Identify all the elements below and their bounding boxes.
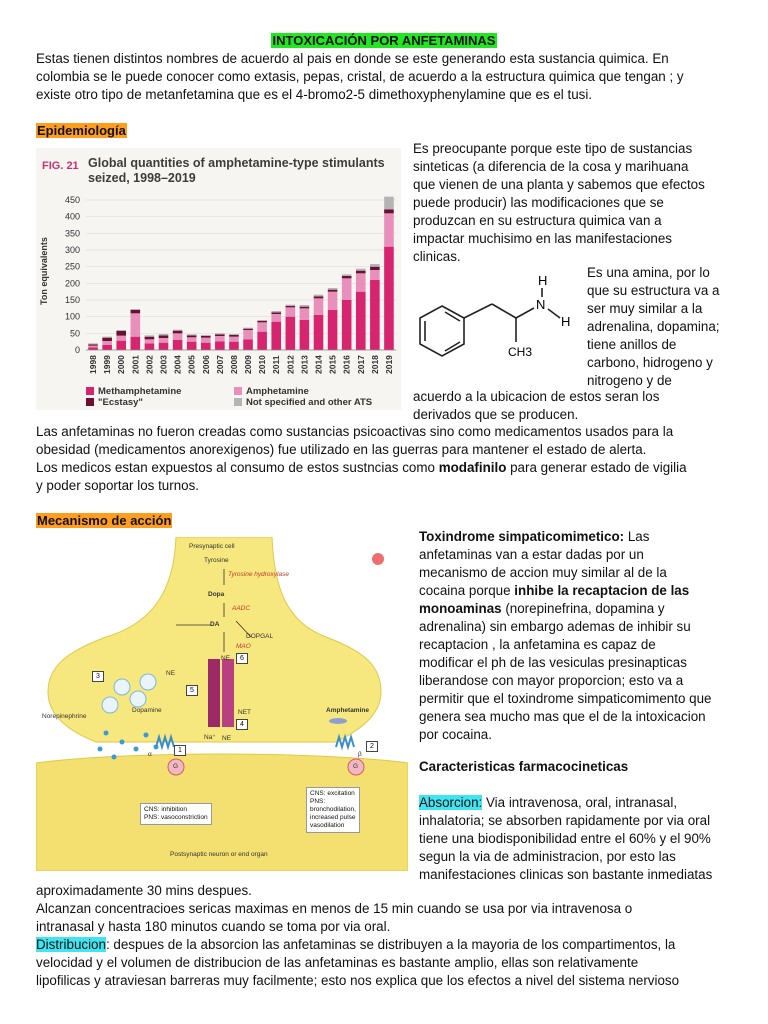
bar-segment — [201, 336, 211, 338]
y-tick-label: 450 — [64, 195, 80, 205]
beta-receptor — [336, 737, 354, 747]
legend-swatch — [86, 398, 94, 406]
bar-segment — [173, 331, 183, 334]
y-tick-label: 300 — [64, 245, 80, 255]
amphetamine-molecule — [329, 718, 347, 724]
hydrogen-label-top: H — [538, 273, 548, 288]
nitrogen-label: N — [536, 297, 546, 312]
bar-segment — [187, 342, 197, 350]
bar-segment — [370, 270, 380, 280]
bar-segment — [286, 307, 296, 316]
beta-label: β — [358, 751, 362, 758]
bar-segment — [257, 321, 267, 322]
bar-segment — [243, 339, 253, 350]
bar-segment — [271, 322, 281, 350]
bar-segment — [187, 335, 197, 337]
step-1-box: 1 — [174, 745, 186, 756]
y-tick-label: 100 — [64, 311, 80, 322]
bar-segment — [314, 296, 324, 298]
x-tick-label: 2012 — [285, 355, 296, 374]
net-label: NET — [238, 709, 251, 716]
epidemiologia-heading: Epidemiología — [37, 123, 126, 138]
legend-swatch — [234, 398, 242, 406]
ne-label: NE — [221, 655, 231, 662]
bar-segment — [356, 269, 366, 271]
vesicle — [140, 674, 156, 690]
x-tick-label: 2009 — [243, 355, 254, 374]
step-4-box: 4 — [236, 719, 248, 730]
absorcion-paragraph: Absorcion: Via intravenosa, oral, intranasal, inhalatoria; se absorben rapidamente por via oral tiene una biodisponibilidad entre el 60% y el 90% segun la via de administracion, por esto las manifestaciones clinicas son bastante inmediatas — [419, 795, 713, 882]
benzene-ring — [420, 306, 464, 356]
mecanismo-heading: Mecanismo de acción — [37, 513, 172, 528]
aadc-label: AADC — [232, 605, 251, 612]
y-tick-label: 250 — [64, 261, 80, 272]
bar-segment — [145, 337, 155, 340]
usos-paragraph: Las anfetaminas no fueron creadas como sustancias psicoactivas sino como medicamentos usados para la obesidad (medicamentos anorexigenos) fue utilizado en las guerras para mantener el estado de alerta. Los medicos estan expuestos al consumo de estos sustncias como modafinilo para generar estado de vigilia y poder soportar los turnos. — [36, 424, 687, 493]
bar-segment — [370, 267, 380, 270]
intro-paragraph: Estas tienen distintos nombres de acuerdo al pais en donde se este generando esta sustancia quimica. En colombia se le puede conocer como extasis, pepas, cristal, de acuerdo a la estructura quimica que tengan ; y existe otro tipo de metanfetamina que es el 4-bromo2-5 dimethoxyphenylamine que es el tusi. — [36, 51, 684, 102]
bar-segment — [173, 340, 183, 350]
bar-segment — [271, 314, 281, 322]
legend-item-amphetamine: Amphetamine — [234, 386, 309, 397]
bar-segment — [314, 298, 324, 315]
bar-segment — [102, 345, 112, 350]
bar-segment — [243, 329, 253, 330]
bar-segment — [159, 335, 169, 338]
sodium-label: Na⁺ — [204, 734, 216, 741]
bar-segment — [145, 343, 155, 350]
bar-segment — [116, 330, 126, 331]
absorcion-continuation: aproximadamente 30 mins despues. Alcanzan concentracioes sericas maximas en menos de 15 min cuando se usa por via intravenosa o intranasal y hasta 180 minutos cuando se toma por via oral. Distribucion: despues de la absorcion las anfetaminas se distribuyen a la mayoria de los compartimentos, la velocidad y el volumen de distribucion de las anfetaminas es bastante amplio, ellas son relativamente lipofilicas y atraviesan barreras muy facilmente; esto nos explica que los efectos a nivel del sistema nervioso — [36, 883, 680, 988]
bar-segment — [286, 306, 296, 307]
synapse-mechanism-diagram — [36, 537, 408, 871]
figure-label: FIG. 21 — [42, 160, 79, 172]
document-title: INTOXICACIÓN POR ANFETAMINAS — [272, 33, 496, 48]
bar-segment — [116, 331, 126, 336]
absorcion-label: Absorcion: — [419, 795, 483, 810]
bar-segment — [314, 315, 324, 350]
x-tick-label: 2018 — [369, 355, 380, 374]
bar-segment — [88, 343, 98, 344]
bar-segment — [384, 213, 394, 246]
y-axis-label: Ton equivalents — [39, 237, 49, 305]
legend-item-ecstasy: "Ecstasy" — [86, 397, 143, 408]
legend-swatch — [234, 387, 242, 395]
g-protein-label: G — [173, 763, 179, 770]
bar-segment — [286, 305, 296, 306]
amina-paragraph: Es una amina, por lo que su estructura va a ser muy similar a la adrenalina, dopamina; tiene anillos de carbono, hidrogeno y nitrogeno y de — [587, 265, 720, 388]
bar-segment — [229, 342, 239, 350]
bar-segment — [173, 330, 183, 331]
bar-segment — [173, 333, 183, 340]
x-tick-label: 2006 — [200, 355, 211, 374]
bar-segment — [102, 338, 112, 341]
stacked-bar-chart — [36, 148, 401, 388]
x-tick-label: 2003 — [158, 355, 169, 374]
da-label: DA — [210, 621, 220, 628]
bar-segment — [145, 339, 155, 343]
enzyme-label: Tyrosine hydroxylase — [228, 571, 289, 578]
bar-segment — [229, 334, 239, 335]
net-transporter-left — [208, 659, 220, 727]
x-tick-label: 2016 — [341, 355, 352, 374]
x-tick-label: 1998 — [88, 355, 99, 374]
bar-segment — [201, 343, 211, 350]
y-tick-label: 350 — [64, 228, 80, 239]
bar-segment — [131, 313, 141, 336]
bar-segment — [116, 341, 126, 350]
bar-segment — [342, 278, 352, 300]
x-tick-label: 2010 — [257, 355, 268, 374]
norepinephrine-label: Norepinephrine — [42, 713, 87, 720]
vesicle — [130, 691, 146, 707]
bar-segment — [300, 320, 310, 350]
amphetamine-structure-diagram — [412, 268, 587, 390]
bar-segment — [88, 344, 98, 345]
x-tick-label: 2000 — [116, 355, 127, 374]
toxindrome-paragraph: Toxindrome simpaticomimetico: Las anfetaminas van a estar dadas por un mecanismo de accion muy similar al de la cocaina porque inhibe la recaptacion de las monoaminas (norepinefrina, dopamina y adrenalina) sin embargo ademas de inhibir su recaptacion , la anfetamina es capaz de modificar el ph de las vesiculas presinapticas liberandose con mayor proporcion; esto va a permitir que el toxindrome simpaticomimento que genera sea mucho mas que el de la intoxicacion por cocaina. — [419, 529, 712, 742]
methyl-label: CH3 — [508, 345, 533, 359]
bar-segment — [300, 307, 310, 309]
x-tick-label: 2015 — [327, 355, 338, 374]
seizures-chart-figure — [36, 148, 401, 410]
x-tick-label: 2017 — [355, 355, 366, 374]
g-protein-label: G — [353, 763, 359, 770]
ne-label: NE — [166, 670, 176, 677]
bar-segment — [342, 300, 352, 350]
dopa-label: Dopa — [208, 591, 225, 598]
bar-segment — [328, 310, 338, 350]
bar-segment — [328, 288, 338, 290]
x-tick-label: 2011 — [271, 355, 282, 374]
bar-segment — [201, 338, 211, 343]
bar-segment — [328, 290, 338, 292]
amphetamine-label: Amphetamine — [326, 707, 369, 714]
legend-item-other-ats: Not specified and other ATS — [234, 397, 372, 408]
bar-segment — [300, 305, 310, 307]
presynaptic-label: Presynaptic cell — [189, 543, 235, 550]
bar-segment — [159, 334, 169, 335]
x-tick-label: 2013 — [299, 355, 310, 374]
amina-paragraph-tail: acuerdo a la ubicacion de estos seran los derivados que se producen. — [413, 389, 660, 422]
bar-segment — [187, 334, 197, 335]
ne-label: NE — [222, 735, 232, 742]
bar-segment — [271, 312, 281, 314]
bar-segment — [215, 334, 225, 336]
bar-segment — [131, 337, 141, 350]
bar-segment — [314, 295, 324, 297]
bar-segment — [257, 322, 267, 331]
step-5-box: 5 — [186, 685, 198, 696]
x-tick-label: 2005 — [186, 355, 197, 374]
bar-segment — [286, 317, 296, 350]
x-tick-label: 2008 — [228, 355, 239, 374]
hydrogen-label-right: H — [561, 314, 571, 329]
bar-segment — [102, 337, 112, 338]
bar-segment — [243, 330, 253, 339]
bar-segment — [342, 276, 352, 278]
distribucion-label: Distribucion — [36, 937, 106, 952]
cursor-marker — [372, 553, 384, 565]
x-tick-label: 2007 — [214, 355, 225, 374]
step-2-box: 2 — [366, 741, 378, 752]
tyrosine-label: Tyrosine — [204, 557, 229, 564]
bar-segment — [300, 308, 310, 320]
bar-segment — [384, 197, 394, 210]
farmacocineticas-heading: Caracteristicas farmacocineticas — [419, 759, 629, 774]
bar-segment — [370, 280, 380, 350]
postsynaptic-label: Postsynaptic neuron or end organ — [170, 851, 268, 858]
bar-segment — [187, 337, 197, 341]
bar-segment — [88, 346, 98, 348]
step-6-box: 6 — [236, 653, 248, 664]
bar-segment — [328, 292, 338, 310]
bar-segment — [215, 333, 225, 334]
legend-item-methamphetamine: Methamphetamine — [86, 386, 181, 397]
x-tick-label: 2019 — [383, 355, 394, 374]
y-tick-label: 400 — [64, 211, 80, 222]
bar-segment — [370, 264, 380, 267]
alpha-effects-note: CNS: inhibition PNS: vasoconstriction — [140, 803, 212, 825]
bar-segment — [215, 341, 225, 350]
step-3-box: 3 — [92, 671, 104, 682]
bar-segment — [102, 341, 112, 345]
y-tick-label: 50 — [69, 328, 80, 339]
bar-segment — [116, 336, 126, 341]
bar-segment — [145, 335, 155, 336]
bar-segment — [131, 310, 141, 313]
bar-segment — [356, 273, 366, 291]
y-tick-label: 150 — [64, 295, 80, 305]
bar-segment — [159, 338, 169, 343]
x-tick-label: 2014 — [313, 355, 324, 374]
bar-segment — [159, 343, 169, 350]
net-transporter-right — [222, 659, 234, 727]
alpha-label: α — [148, 751, 152, 758]
bar-segment — [356, 292, 366, 350]
bar-segment — [243, 328, 253, 329]
x-tick-label: 2002 — [144, 355, 155, 374]
bar-segment — [215, 336, 225, 341]
mao-label: MAO — [236, 643, 251, 650]
bar-segment — [271, 311, 281, 312]
bar-segment — [384, 209, 394, 213]
bar-segment — [342, 274, 352, 276]
vesicle — [114, 679, 130, 695]
chart-title: Global quantities of amphetamine-type stimulants seized, 1998–2019 — [88, 156, 385, 185]
dopgal-label: DOPGAL — [246, 633, 274, 640]
x-tick-label: 2004 — [172, 355, 183, 374]
bar-segment — [356, 271, 366, 274]
x-tick-label: 2001 — [130, 355, 141, 374]
x-tick-label: 1999 — [102, 355, 113, 374]
beta-effects-note: CNS: excitation PNS: bronchodilation, increased pulse vasodilation — [306, 787, 360, 833]
bar-segment — [257, 332, 267, 350]
dopamine-label: Dopamine — [132, 707, 162, 714]
y-tick-label: 200 — [64, 278, 80, 289]
bar-segment — [131, 309, 141, 310]
vesicle — [102, 697, 118, 713]
bar-segment — [257, 320, 267, 321]
bar-segment — [229, 335, 239, 337]
legend-swatch — [86, 387, 94, 395]
bar-segment — [201, 335, 211, 336]
bar-segment — [384, 247, 394, 350]
y-tick-label: 0 — [74, 345, 80, 355]
bar-segment — [229, 337, 239, 342]
epidemiologia-paragraph: Es preocupante porque este tipo de sustancias sinteticas (a diferencia de la cosa y marihuana que vienen de una planta y sabemos que efectos puede producir) las modificaciones que se produzcan en su estructura quimica van a impactar muchisimo en las manifestaciones clinicas. — [413, 141, 705, 264]
